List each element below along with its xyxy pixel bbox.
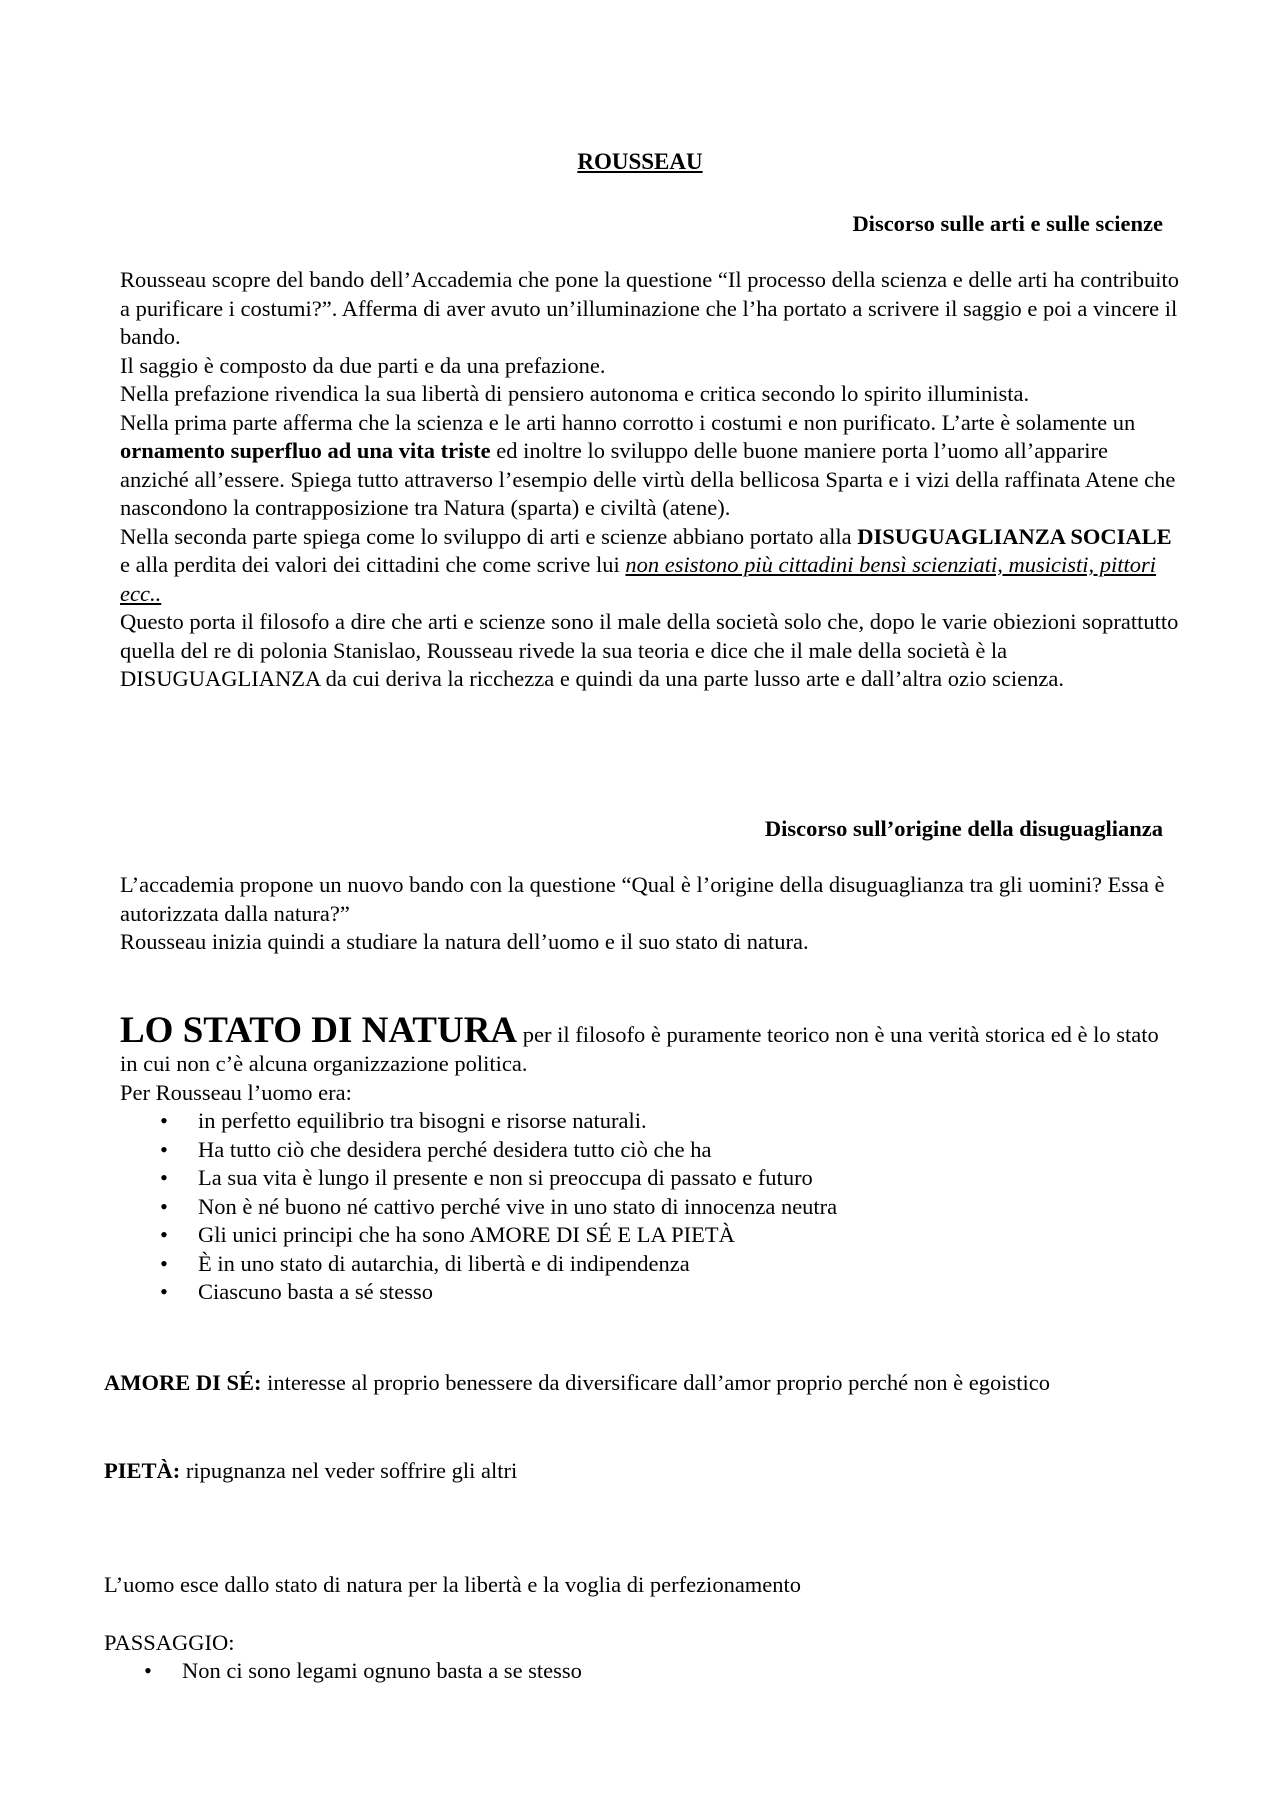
text-run: e alla perdita dei valori dei cittadini che come scrive lui <box>120 552 626 577</box>
closing-paragraph: L’uomo esce dallo stato di natura per la libertà e la voglia di perfezionamento <box>104 1572 802 1597</box>
paragraph: Il saggio è composto da due parti e da una prefazione. <box>120 352 606 378</box>
definition-text: ripugnanza nel veder soffrire gli altri <box>180 1458 518 1483</box>
paragraph: Per Rousseau l’uomo era: <box>120 1079 352 1105</box>
paragraph: Rousseau scopre del bando dell’Accademia che pone la questione “Il processo della scienza e delle arti ha contribuito a purificare i costumi?”. Afferma di aver avuto un’illuminazione che l’ha portato a scrivere il saggio e poi a vincere il bando. <box>120 267 1179 349</box>
definition-label: PIETÀ: <box>104 1458 181 1483</box>
section-body-disuguaglianza <box>120 871 1180 957</box>
list-item <box>120 1278 1180 1307</box>
list-item <box>120 1107 1180 1136</box>
italic-quote: non esistono più cittadini bensì scienziati, musicisti, pittori ecc.. <box>120 552 1157 606</box>
list-item <box>120 1164 1180 1193</box>
paragraph <box>120 1012 1180 1079</box>
bullet-icon: • <box>160 1279 168 1304</box>
paragraph: Questo porta il filosofo a dire che arti e scienze sono il male della società solo che, dopo le varie obiezioni soprattutto quella del re di polonia Stanislao, Rousseau rivede la sua teoria e dice che il male della società è la DISUGUAGLIANZA da cui deriva la ricchezza e quindi da una parte lusso arte e dall’altra ozio scienza. <box>120 609 1179 691</box>
list-item <box>120 1250 1180 1279</box>
definition-text: interesse al proprio benessere da diversificare dall’amor proprio perché non è egoistico <box>261 1370 1050 1395</box>
paragraph <box>104 1457 1184 1486</box>
bullet-icon: • <box>160 1222 168 1247</box>
paragraph <box>120 409 1180 523</box>
list-item-text: È in uno stato di autarchia, di libertà e di indipendenza <box>198 1250 690 1276</box>
passaggio-label: PASSAGGIO: <box>104 1630 235 1655</box>
text-run: ed inoltre lo sviluppo delle buone maniere porta l’uomo all’apparire anziché all’essere. Spiega tutto attraverso l’esempio delle virtù della bellicosa Sparta e i vizi della raffinata Atene che nascondono la contrapposizione tra Natura (sparta) e civiltà (atene). <box>120 438 1176 520</box>
definition-amore-di-se <box>104 1369 1184 1398</box>
definition-label: AMORE DI SÉ: <box>104 1370 262 1395</box>
passaggio-list <box>104 1657 1184 1686</box>
definition-pieta <box>104 1457 1184 1486</box>
list-item <box>104 1657 1184 1686</box>
bold-phrase: DISUGUAGLIANZA SOCIALE <box>857 523 1172 549</box>
text-run: per il filosofo è puramente teorico non è una verità storica ed è lo stato in cui non c’è alcuna organizzazione politica. <box>120 1022 1159 1076</box>
bullet-icon: • <box>160 1108 168 1133</box>
list-item <box>120 1136 1180 1165</box>
section-body-arti-scienze <box>120 266 1180 694</box>
section-stato-di-natura <box>120 1012 1180 1307</box>
list-item-text: Ciascuno basta a sé stesso <box>198 1279 433 1304</box>
list-item <box>120 1221 1180 1250</box>
list-item-text: Gli unici principi che ha sono AMORE DI SÉ E LA PIETÀ <box>198 1222 735 1247</box>
list-item-text: Non ci sono legami ognuno basta a se stesso <box>182 1658 582 1683</box>
paragraph: Nella prefazione rivendica la sua libertà di pensiero autonoma e critica secondo lo spirito illuminista. <box>120 381 1030 406</box>
bold-phrase: ornamento superfluo ad una vita triste <box>120 438 491 463</box>
bullet-icon: • <box>144 1658 152 1683</box>
bullet-icon: • <box>160 1165 168 1190</box>
bullet-icon: • <box>160 1193 168 1219</box>
page-title: ROUSSEAU <box>577 149 703 174</box>
paragraph <box>120 523 1180 609</box>
section-heading-disuguaglianza: Discorso sull’origine della disuguaglianza <box>764 816 1163 841</box>
bullet-list <box>104 1657 1184 1686</box>
paragraph <box>104 1369 1184 1398</box>
text-run: Nella prima parte afferma che la scienza e le arti hanno corrotto i costumi e non purificato. L’arte è solamente un <box>120 409 1136 435</box>
list-item-text: La sua vita è lungo il presente e non si preoccupa di passato e futuro <box>198 1165 813 1190</box>
paragraph: Rousseau inizia quindi a studiare la natura dell’uomo e il suo stato di natura. <box>120 929 809 954</box>
bullet-icon: • <box>160 1250 168 1276</box>
text-run: Nella seconda parte spiega come lo sviluppo di arti e scienze abbiano portato alla <box>120 523 858 549</box>
list-item-text: in perfetto equilibrio tra bisogni e risorse naturali. <box>198 1108 647 1133</box>
big-heading: LO STATO DI NATURA <box>120 1010 518 1051</box>
section-heading-arti-scienze: Discorso sulle arti e sulle scienze <box>852 211 1163 236</box>
list-item-text: Ha tutto ciò che desidera perché desidera tutto ciò che ha <box>198 1136 712 1162</box>
list-item-text: Non è né buono né cattivo perché vive in uno stato di innocenza neutra <box>198 1193 838 1219</box>
bullet-icon: • <box>160 1136 168 1162</box>
list-item <box>120 1193 1180 1222</box>
paragraph: L’accademia propone un nuovo bando con la questione “Qual è l’origine della disuguaglianza tra gli uomini? Essa è autorizzata dalla natura?” <box>120 872 1165 926</box>
bullet-list <box>120 1107 1180 1307</box>
